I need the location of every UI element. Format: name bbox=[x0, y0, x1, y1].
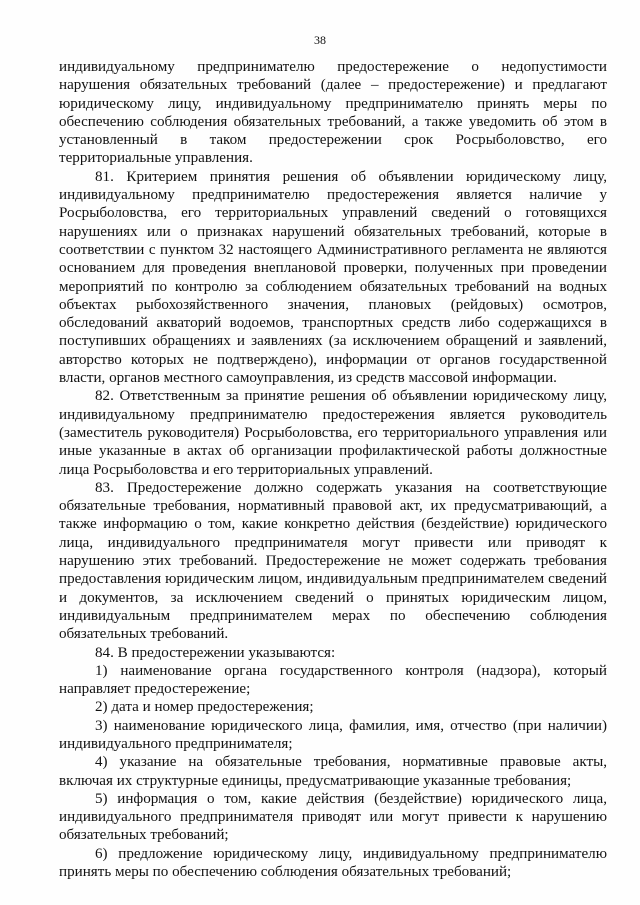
list-item-2: 2) дата и номер предостережения; bbox=[95, 699, 314, 716]
paragraph-continuation: индивидуальному предпринимателю предостережение о недопустимости нарушения обязательных требований (далее – предостережение) и предлагают юридическому лицу, индивидуальному предпринимателю принять меры по обеспечению соблюдения обязательных требований, а также уведомить об этом в установленный в таком предостережении срок Росрыболовство, его территориальные управления. bbox=[59, 59, 607, 167]
paragraph-84: 84. В предостережении указываются: bbox=[95, 644, 336, 661]
list-item-5: 5) информация о том, какие действия (бездействие) юридического лица, индивидуального предпринимателя приводят или могут привести к нарушению обязательных требований; bbox=[59, 790, 607, 844]
list-item-1: 1) наименование органа государственного контроля (надзора), который направляет предостережение; bbox=[59, 662, 607, 698]
list-item-3: 3) наименование юридического лица, фамилия, имя, отчество (при наличии) индивидуального предпринимателя; bbox=[59, 717, 607, 752]
list-item-6: 6) предложение юридическому лицу, индивидуальному предпринимателю принять меры по обеспечению соблюдения обязательных требований; bbox=[59, 845, 607, 881]
paragraph-83: 83. Предостережение должно содержать указания на соответствующие обязательные требования, нормативный правовой акт, их предусматривающий, а также информацию о том, какие конкретно действия (бездействие) юридического лица, индивидуального предпринимателя могут привести или приводят к нарушению этих требований. Предостережение не может содержать требования предоставления юридическим лицом, индивидуальным предпринимателем сведений и документов, за исключением сведений о принятых юридическим лицом, индивидуальным предпринимателем мерах по обеспечению соблюдения обязательных требований. bbox=[59, 479, 607, 643]
document-body bbox=[59, 58, 607, 881]
paragraph-81: 81. Критерием принятия решения об объявлении юридическому лицу, индивидуальному предпринимателю предостережения является наличие у Росрыболовства, его территориальных управлений сведений о готовящихся нарушениях или о признаках нарушений обязательных требований, которые в соответствии с пунктом 32 настоящего Административного регламента не являются основанием для проведения внеплановой проверки, полученных при проведении мероприятий по контролю за соблюдением обязательных требований на водных объектах рыбохозяйственного значения, плановых (рейдовых) осмотров, обследований акваторий водоемов, транспортных средств либо содержащихся в поступивших обращениях и заявлениях (за исключением обращений и заявлений, авторство которых не подтверждено), информации от органов государственной власти, органов местного самоуправления, из средств массовой информации. bbox=[59, 168, 607, 387]
list-item-4: 4) указание на обязательные требования, нормативные правовые акты, включая их структурные единицы, предусматривающие указанные требования; bbox=[59, 754, 607, 789]
paragraph-82: 82. Ответственным за принятие решения об объявлении юридическому лицу, индивидуальному предпринимателю предостережения является руководитель (заместитель руководителя) Росрыболовства, его территориального управления или иные указанные в актах об организации профилактической работы должностные лица Росрыболовства и его территориальных управлений. bbox=[59, 388, 607, 478]
page-number: 38 bbox=[314, 33, 326, 47]
